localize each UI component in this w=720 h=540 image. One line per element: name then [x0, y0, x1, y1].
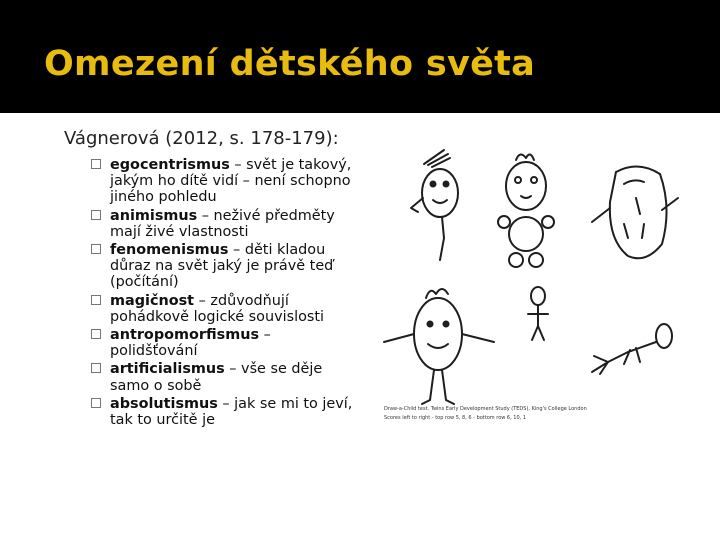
list-item-description: – svět je takový, jakým ho dítě vidí – není schopno jiného pohledu	[110, 157, 352, 206]
list-item-term: egocentrismus	[110, 157, 230, 173]
bullet-icon	[91, 295, 101, 305]
list-item-magicnost	[91, 293, 359, 325]
bullet-icon	[91, 398, 101, 408]
list-item-term: antropomorfismus	[110, 327, 260, 344]
image-caption-line-1: Draw-a-Child test. Twins Early Development Study (TEDS), King's College London	[384, 406, 587, 412]
bullet-icon	[91, 329, 101, 339]
list-item-description: – vše se děje samo o sobě	[110, 361, 323, 394]
bullet-icon	[91, 159, 101, 169]
source-citation: Vágnerová (2012, s. 178-179):	[64, 128, 339, 149]
list-item-animismus	[91, 208, 359, 240]
children-drawings-image	[378, 138, 688, 433]
list-item-egocentrismus	[91, 157, 359, 206]
bullet-icon	[91, 210, 101, 220]
list-item-description: – polidšťování	[110, 327, 271, 360]
bullet-icon	[91, 363, 101, 373]
list-item-description: – jak se mi to jeví, tak to určitě je	[110, 395, 353, 429]
bullet-icon	[91, 244, 101, 254]
list-item-description: – neživé předměty mají živé vlastnosti	[110, 207, 335, 240]
list-item-artificialismus	[91, 361, 359, 393]
list-item-term: magičnost	[110, 292, 195, 309]
list-item-description: – zdůvodňují pohádkově logické souvislosti	[110, 292, 325, 325]
list-item-term: artificialismus	[110, 361, 225, 378]
list-item-fenomenismus	[91, 242, 359, 291]
list-item-description: – děti kladou důraz na svět jaký je právě teď (počítání)	[110, 242, 334, 291]
image-caption-line-2: Scores left to right - top row 5, 8, 6 - bottom row 6, 10, 1	[384, 415, 527, 421]
list-item-term: fenomenismus	[110, 242, 229, 259]
list-item-term: absolutismus	[110, 395, 218, 412]
title-bar	[0, 0, 720, 113]
list-item-term: animismus	[110, 207, 198, 224]
concept-list	[91, 157, 359, 430]
list-item-antropomorfismus	[91, 327, 359, 359]
list-item-absolutismus	[91, 396, 359, 428]
slide-title: Omezení dětského světa	[44, 44, 536, 84]
